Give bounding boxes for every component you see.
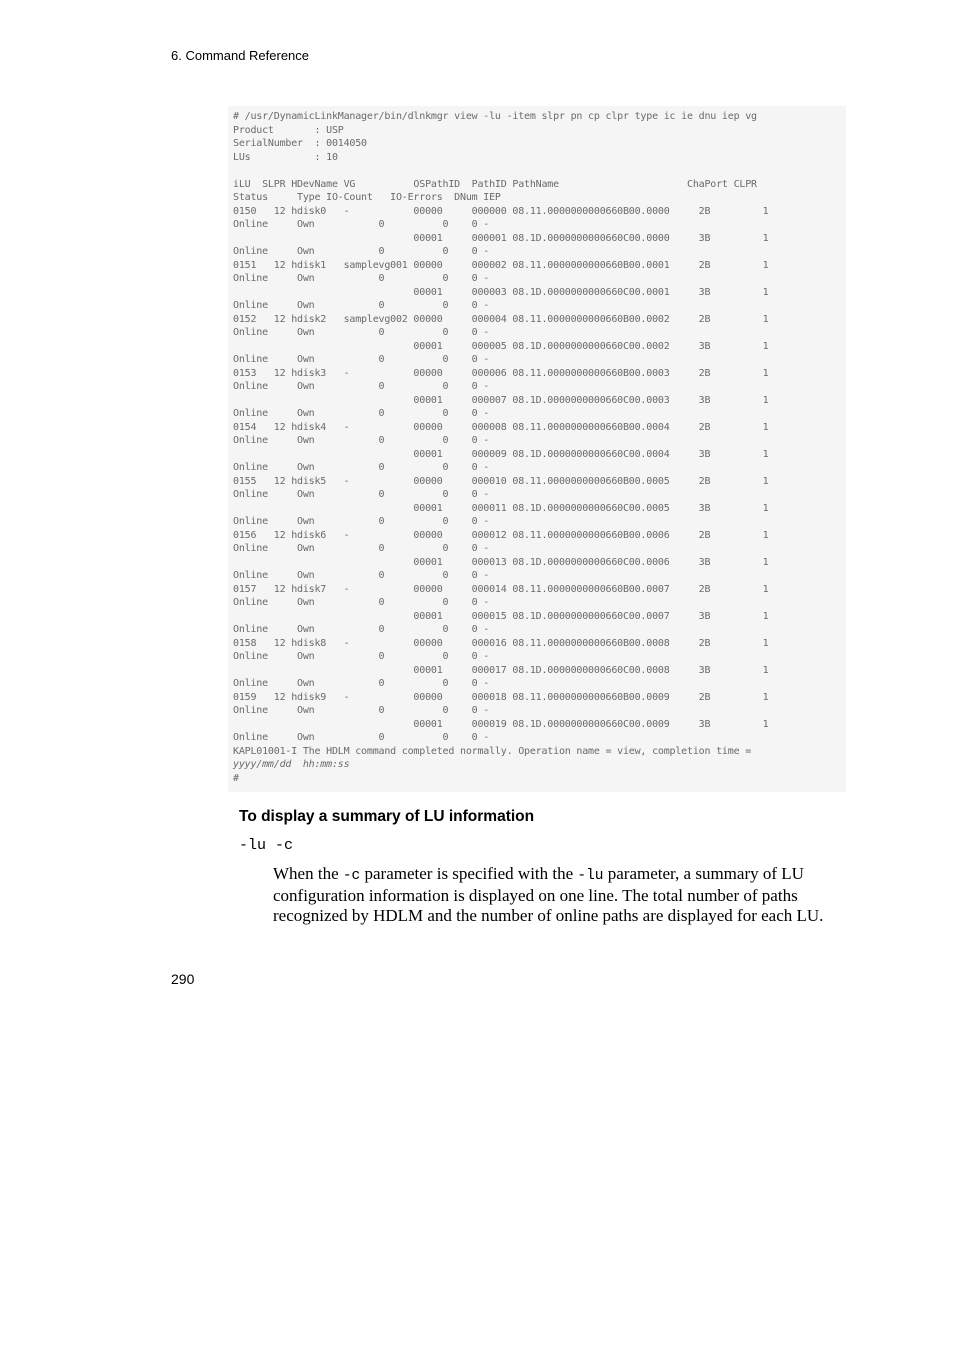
terminal-line: 0159 12 hdisk9 - 00000 000018 08.11.0000000000660B00.0009 2B 1 <box>233 691 769 703</box>
section-title: To display a summary of LU information <box>239 808 535 825</box>
terminal-line: 00001 000017 08.1D.0000000000660C00.0008 3B 1 <box>233 664 769 676</box>
terminal-line: 0154 12 hdisk4 - 00000 000008 08.11.0000000000660B00.0004 2B 1 <box>233 421 769 433</box>
terminal-line: # <box>233 772 239 784</box>
terminal-line: 00001 000001 08.1D.0000000000660C00.0000 3B 1 <box>233 232 769 244</box>
terminal-line: Online Own 0 0 0 - <box>233 705 490 716</box>
para-code-lu: -lu <box>577 868 604 884</box>
terminal-line: Online Own 0 0 0 - <box>233 327 490 338</box>
description-paragraph <box>273 864 873 926</box>
terminal-line: Online Own 0 0 0 - <box>233 516 490 527</box>
terminal-line: Online Own 0 0 0 - <box>233 597 490 608</box>
terminal-line: Product : USP <box>233 124 344 136</box>
terminal-line: Online Own 0 0 0 - <box>233 273 490 284</box>
terminal-line: Online Own 0 0 0 - <box>233 489 490 500</box>
page-number: 290 <box>171 971 195 987</box>
para-text-3: parameter, a summary of LU configuration information is displayed on one line. The total number of paths recognized by HDLM and the number of online paths are displayed for each LU. <box>273 864 824 925</box>
terminal-line: 0153 12 hdisk3 - 00000 000006 08.11.0000000000660B00.0003 2B 1 <box>233 367 769 379</box>
command-syntax: -lu -c <box>239 837 294 854</box>
terminal-line: Online Own 0 0 0 - <box>233 435 490 446</box>
terminal-line: Status Type IO-Count IO-Errors DNum IEP <box>233 192 501 203</box>
terminal-line: Online Own 0 0 0 - <box>233 624 490 635</box>
terminal-line: yyyy/mm/dd hh:mm:ss <box>233 759 350 770</box>
terminal-line: 0150 12 hdisk0 - 00000 000000 08.11.0000000000660B00.0000 2B 1 <box>233 205 769 217</box>
running-header: 6. Command Reference <box>171 48 310 63</box>
terminal-line: 00001 000007 08.1D.0000000000660C00.0003 3B 1 <box>233 394 769 406</box>
terminal-line: 00001 000011 08.1D.0000000000660C00.0005 3B 1 <box>233 502 769 514</box>
terminal-line: # /usr/DynamicLinkManager/bin/dlnkmgr view -lu -item slpr pn cp clpr type ic ie dnu iep vg <box>233 111 757 122</box>
terminal-line: 0157 12 hdisk7 - 00000 000014 08.11.0000000000660B00.0007 2B 1 <box>233 583 769 595</box>
terminal-line: Online Own 0 0 0 - <box>233 219 490 230</box>
terminal-line: Online Own 0 0 0 - <box>233 381 490 392</box>
terminal-line: Online Own 0 0 0 - <box>233 354 490 365</box>
para-text-2: parameter is specified with the <box>360 864 578 883</box>
terminal-line: 0152 12 hdisk2 samplevg002 00000 000004 08.11.0000000000660B00.0002 2B 1 <box>233 313 769 325</box>
terminal-line: Online Own 0 0 0 - <box>233 300 490 311</box>
command-output-block <box>228 106 846 792</box>
terminal-line: 00001 000005 08.1D.0000000000660C00.0002 3B 1 <box>233 340 769 352</box>
terminal-line: 0158 12 hdisk8 - 00000 000016 08.11.0000000000660B00.0008 2B 1 <box>233 637 769 649</box>
terminal-line: KAPL01001-I The HDLM command completed normally. Operation name = view, completion time = <box>233 745 752 757</box>
terminal-line: Online Own 0 0 0 - <box>233 651 490 662</box>
terminal-line: Online Own 0 0 0 - <box>233 408 490 419</box>
terminal-line: 0155 12 hdisk5 - 00000 000010 08.11.0000000000660B00.0005 2B 1 <box>233 475 769 487</box>
terminal-line: Online Own 0 0 0 - <box>233 246 490 257</box>
terminal-line: SerialNumber : 0014050 <box>233 138 367 149</box>
command-output-text <box>233 110 846 785</box>
terminal-line: 00001 000013 08.1D.0000000000660C00.0006 3B 1 <box>233 556 769 568</box>
terminal-line: Online Own 0 0 0 - <box>233 570 490 581</box>
terminal-line: iLU SLPR HDevName VG OSPathID PathID PathName ChaPort CLPR <box>233 178 757 190</box>
terminal-line: 00001 000009 08.1D.0000000000660C00.0004 3B 1 <box>233 448 769 460</box>
terminal-line: 00001 000003 08.1D.0000000000660C00.0001 3B 1 <box>233 286 769 298</box>
para-text-1: When the <box>273 864 343 883</box>
terminal-line: Online Own 0 0 0 - <box>233 462 490 473</box>
terminal-line: 00001 000015 08.1D.0000000000660C00.0007 3B 1 <box>233 610 769 622</box>
para-code-c: -c <box>342 868 361 884</box>
terminal-line: Online Own 0 0 0 - <box>233 732 490 743</box>
terminal-line: LUs : 10 <box>233 151 338 163</box>
terminal-line: 00001 000019 08.1D.0000000000660C00.0009 3B 1 <box>233 718 769 730</box>
terminal-line: Online Own 0 0 0 - <box>233 543 490 554</box>
terminal-line: 0151 12 hdisk1 samplevg001 00000 000002 08.11.0000000000660B00.0001 2B 1 <box>233 259 769 271</box>
terminal-line: Online Own 0 0 0 - <box>233 678 490 689</box>
terminal-line: 0156 12 hdisk6 - 00000 000012 08.11.0000000000660B00.0006 2B 1 <box>233 529 769 541</box>
